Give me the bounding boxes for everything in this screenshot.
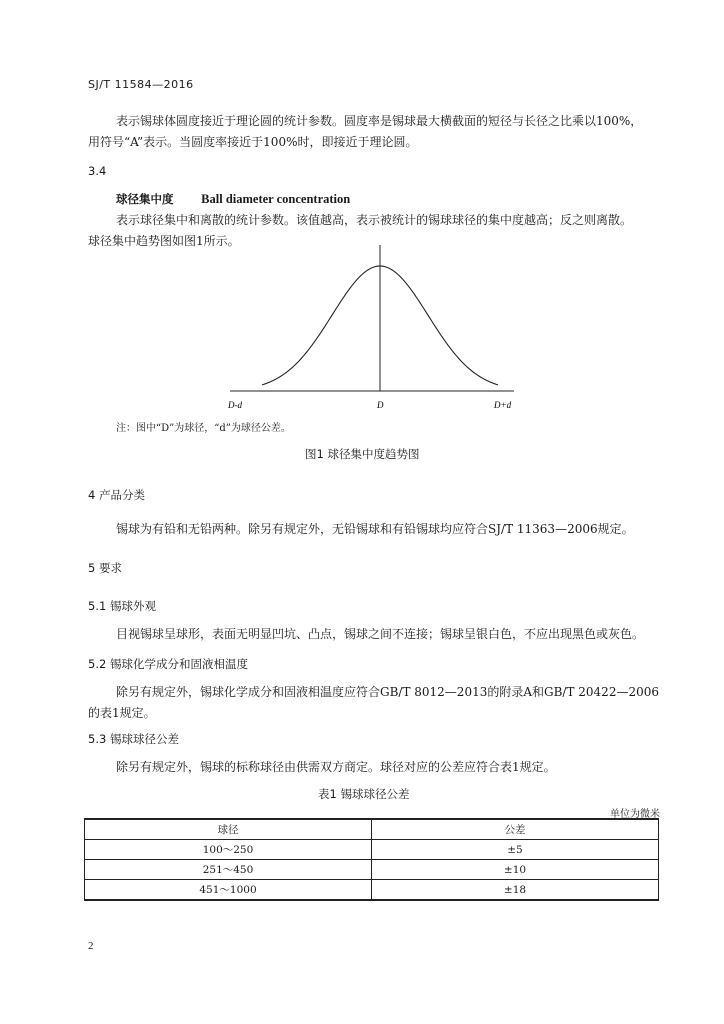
tolerance-table [84,818,659,901]
section-5-1-body: 目视锡球呈球形，表面无明显凹坑、凸点，锡球之间不连接；锡球呈银白色，不应出现黑色或灰色。 [116,627,645,641]
header-diameter: 球径 [85,819,372,840]
header-tolerance: 公差 [372,819,659,840]
row3-diameter: 451～1000 [85,880,372,901]
section-5-heading: 5 要求 [88,561,122,575]
section-5-1-heading: 5.1 锡球外观 [88,599,156,613]
section-5-2-heading: 5.2 锡球化学成分和固液相温度 [88,657,248,671]
table-row [85,880,659,901]
section-5-2-line2: 的表1规定。 [88,706,156,720]
s33-line2: 用符号“A”表示。当圆度率接近于100%时，即接近于理论圆。 [88,135,418,149]
term-cn: 球径集中度 [116,192,174,206]
section-number-3-4: 3.4 [88,164,107,178]
term-entry [116,189,350,210]
table-caption: 表1 锡球球径公差 [318,787,410,801]
row2-diameter: 251～450 [85,860,372,880]
s33-line1: 表示锡球体圆度接近于理论圆的统计参数。圆度率是锡球最大横截面的短径与长径之比乘以100%， [116,114,643,128]
standard-code: SJ/T 11584—2016 [88,78,194,91]
row1-diameter: 100～250 [85,840,372,860]
table-header-row [85,819,659,840]
row1-tolerance: ±5 [372,840,659,860]
section-5-3-heading: 5.3 锡球球径公差 [88,732,179,746]
s34-line2: 球径集中趋势图如图1所示。 [88,234,240,248]
page-number: 2 [88,940,94,952]
section-4-heading: 4 产品分类 [88,488,145,502]
x-label-left: D-d [228,400,242,410]
row3-tolerance: ±18 [372,880,659,901]
x-label-right: D+d [494,400,512,410]
s34-line1: 表示球径集中和离散的统计参数。该值越高，表示被统计的锡球球径的集中度越高；反之则离散。 [116,213,633,227]
row2-tolerance: ±10 [372,860,659,880]
concentration-curve-figure [222,240,522,415]
figure-caption: 图1 球径集中度趋势图 [305,447,420,461]
figure-note: 注：图中“D”为球径，“d”为球径公差。 [116,423,291,434]
table-row [85,840,659,860]
table-row [85,860,659,880]
section-5-2-line1: 除另有规定外，锡球化学成分和固液相温度应符合GB/T 8012—2013的附录A和GB/T 20422—2006 [116,685,659,699]
section-4-body: 锡球为有铅和无铅两种。除另有规定外，无铅锡球和有铅锡球均应符合SJ/T 11363—2006规定。 [116,522,634,536]
table-unit: 单位为微米 [610,809,660,820]
section-5-3-body: 除另有规定外，锡球的标称球径由供需双方商定。球径对应的公差应符合表1规定。 [116,760,556,774]
x-label-center: D [377,400,384,410]
term-en: Ball diameter concentration [201,192,351,206]
